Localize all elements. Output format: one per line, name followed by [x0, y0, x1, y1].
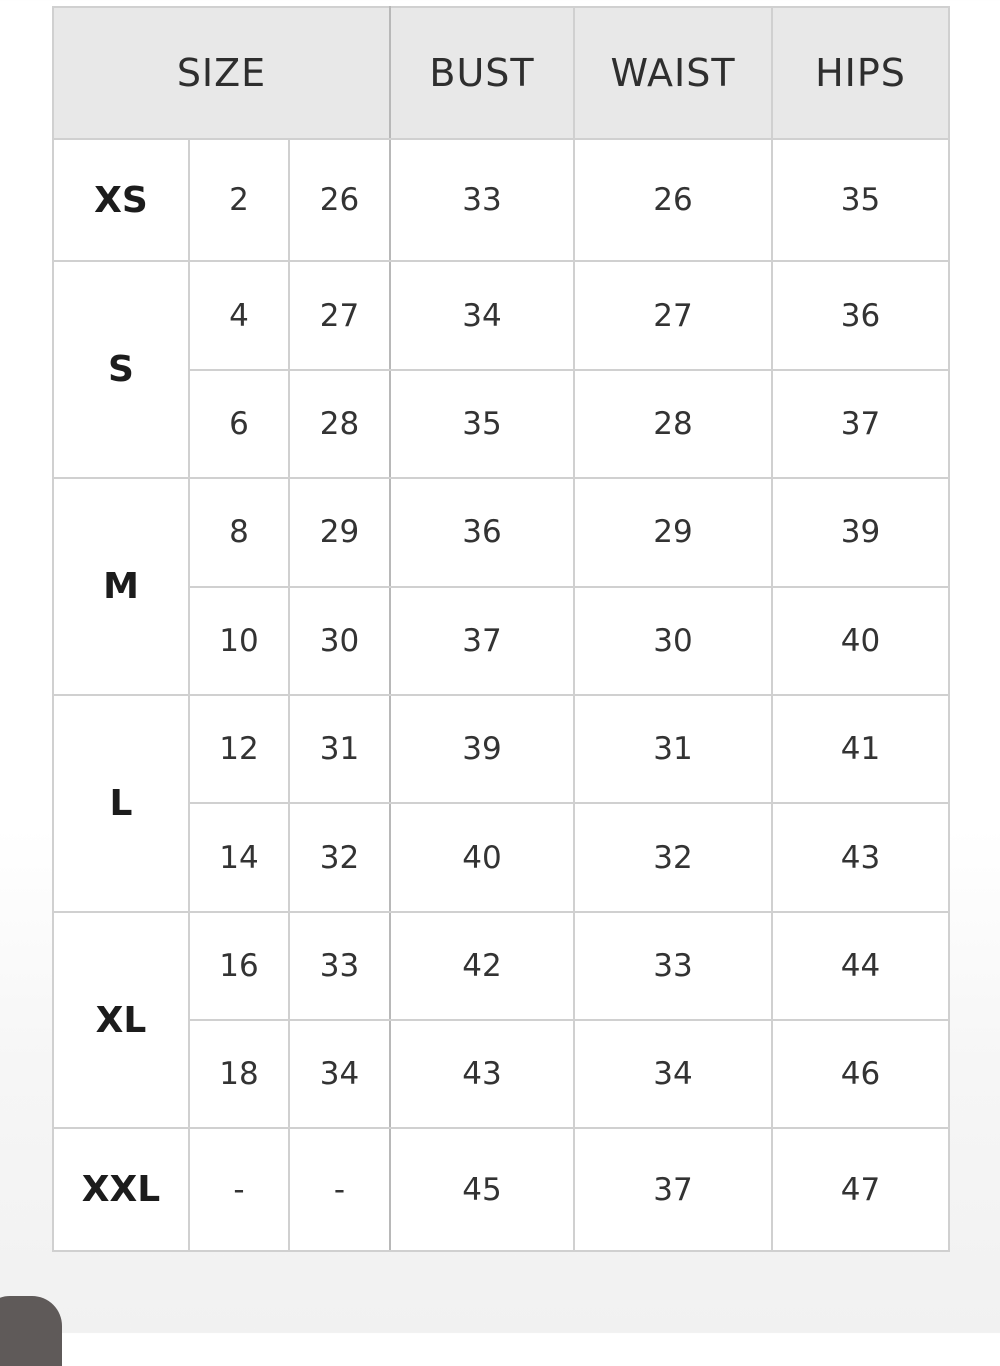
size-label-l: L — [53, 695, 189, 912]
waist-cell: 30 — [574, 587, 772, 695]
alt-size-cell: - — [289, 1128, 390, 1251]
hips-cell: 43 — [772, 803, 949, 911]
bust-cell: 36 — [390, 478, 574, 586]
size-label-s: S — [53, 261, 189, 478]
alt-size-cell: 28 — [289, 370, 390, 478]
alt-size-cell: 31 — [289, 695, 390, 803]
us-size-cell: 8 — [189, 478, 289, 586]
waist-cell: 29 — [574, 478, 772, 586]
us-size-cell: 12 — [189, 695, 289, 803]
hips-cell: 40 — [772, 587, 949, 695]
table-row — [53, 1128, 949, 1251]
header-waist: WAIST — [574, 7, 772, 139]
bust-cell: 35 — [390, 370, 574, 478]
size-label-xs: XS — [53, 139, 189, 261]
us-size-cell: 18 — [189, 1020, 289, 1128]
size-label-xxl: XXL — [53, 1128, 189, 1251]
alt-size-cell: 32 — [289, 803, 390, 911]
us-size-cell: 14 — [189, 803, 289, 911]
bust-cell: 40 — [390, 803, 574, 911]
waist-cell: 32 — [574, 803, 772, 911]
size-chart-table — [52, 6, 950, 1252]
hips-cell: 41 — [772, 695, 949, 803]
alt-size-cell: 30 — [289, 587, 390, 695]
alt-size-cell: 27 — [289, 261, 390, 369]
us-size-cell: 2 — [189, 139, 289, 261]
bust-cell: 37 — [390, 587, 574, 695]
table-row — [53, 261, 949, 369]
bust-cell: 33 — [390, 139, 574, 261]
alt-size-cell: 29 — [289, 478, 390, 586]
hips-cell: 37 — [772, 370, 949, 478]
bust-cell: 43 — [390, 1020, 574, 1128]
hips-cell: 46 — [772, 1020, 949, 1128]
us-size-cell: 16 — [189, 912, 289, 1020]
alt-size-cell: 26 — [289, 139, 390, 261]
waist-cell: 26 — [574, 139, 772, 261]
hips-cell: 36 — [772, 261, 949, 369]
header-bust: BUST — [390, 7, 574, 139]
us-size-cell: 6 — [189, 370, 289, 478]
table-row — [53, 912, 949, 1020]
waist-cell: 28 — [574, 370, 772, 478]
waist-cell: 31 — [574, 695, 772, 803]
table-row — [53, 695, 949, 803]
size-label-m: M — [53, 478, 189, 695]
bust-cell: 34 — [390, 261, 574, 369]
waist-cell: 27 — [574, 261, 772, 369]
waist-cell: 34 — [574, 1020, 772, 1128]
hips-cell: 44 — [772, 912, 949, 1020]
us-size-cell: 4 — [189, 261, 289, 369]
bust-cell: 39 — [390, 695, 574, 803]
hips-cell: 39 — [772, 478, 949, 586]
size-label-xl: XL — [53, 912, 189, 1129]
header-row — [53, 7, 949, 139]
us-size-cell: - — [189, 1128, 289, 1251]
table-row — [53, 139, 949, 261]
corner-decoration-shape — [0, 1296, 62, 1366]
bust-cell: 42 — [390, 912, 574, 1020]
header-size: SIZE — [53, 7, 390, 139]
header-hips: HIPS — [772, 7, 949, 139]
waist-cell: 37 — [574, 1128, 772, 1251]
alt-size-cell: 33 — [289, 912, 390, 1020]
hips-cell: 47 — [772, 1128, 949, 1251]
hips-cell: 35 — [772, 139, 949, 261]
bust-cell: 45 — [390, 1128, 574, 1251]
table-row — [53, 478, 949, 586]
us-size-cell: 10 — [189, 587, 289, 695]
alt-size-cell: 34 — [289, 1020, 390, 1128]
waist-cell: 33 — [574, 912, 772, 1020]
